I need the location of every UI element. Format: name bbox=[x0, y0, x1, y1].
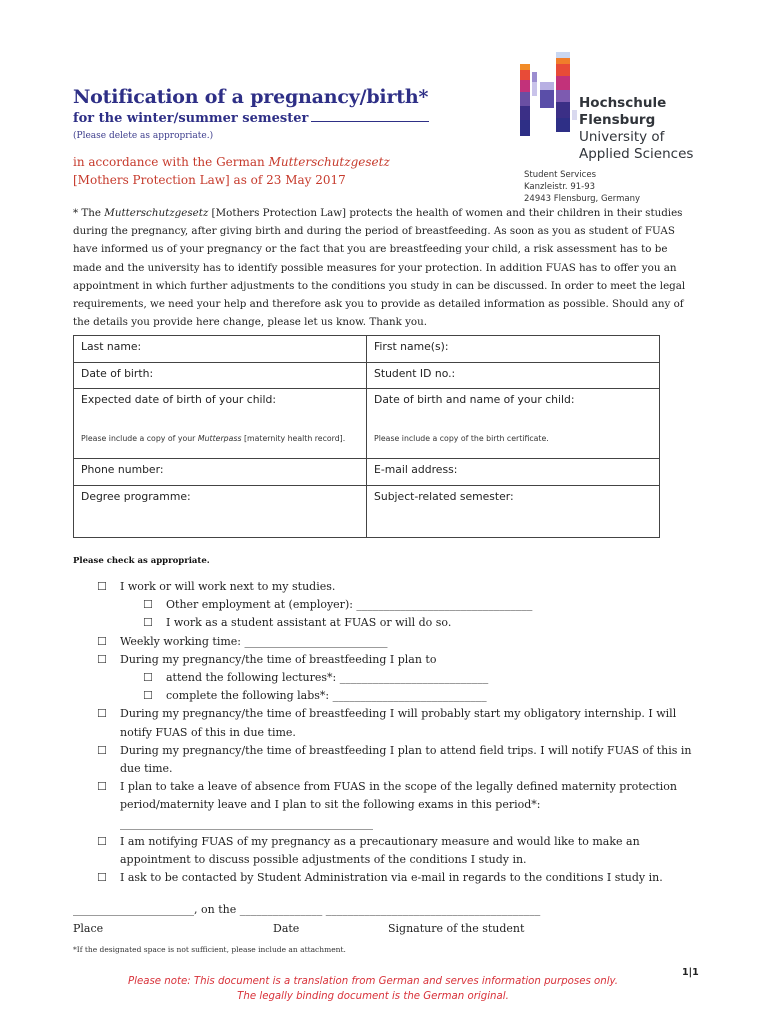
checkbox-label: Other employment at (employer): ________________________________ bbox=[166, 598, 533, 612]
checkbox-item[interactable] bbox=[97, 869, 697, 887]
checklist bbox=[97, 578, 697, 887]
intro-paragraph bbox=[73, 204, 698, 331]
checkbox-icon[interactable]: ☐ bbox=[143, 598, 153, 612]
birth-certificate-note: Please include a copy of the birth certificate. bbox=[374, 434, 549, 443]
checkbox-item[interactable] bbox=[97, 633, 697, 651]
checkbox-label: During my pregnancy/the time of breastfeeding I will probably start my obligatory internship. I will notify FUAS of this in due time. bbox=[120, 707, 677, 739]
checkbox-label: complete the following labs*: ____________________________ bbox=[166, 689, 487, 703]
checkbox-icon[interactable]: ☐ bbox=[97, 871, 107, 885]
checkbox-icon[interactable]: ☐ bbox=[143, 671, 153, 685]
checkbox-label: Weekly working time: __________________________ bbox=[120, 634, 388, 648]
last-name-label: Last name: bbox=[81, 340, 142, 353]
last-name-field[interactable] bbox=[74, 336, 367, 363]
disclaimer-line-1: Please note: This document is a translation from German and serves information purposes only. bbox=[127, 976, 619, 987]
checkbox-icon[interactable]: ☐ bbox=[143, 616, 153, 630]
email-field[interactable] bbox=[367, 459, 660, 486]
date-of-birth-label: Date of birth: bbox=[81, 367, 154, 380]
checkbox-label: attend the following lectures*: ___________________________ bbox=[166, 671, 489, 685]
mutterpass-note-c: [maternity health record]. bbox=[241, 434, 346, 443]
semester-label: Subject-related semester: bbox=[374, 490, 514, 503]
checklist-heading: Please check as appropriate. bbox=[73, 556, 210, 566]
address-block bbox=[524, 169, 640, 205]
semester-field[interactable] bbox=[367, 486, 660, 538]
checkbox-item[interactable] bbox=[97, 614, 697, 632]
date-of-birth-field[interactable] bbox=[74, 363, 367, 389]
logo-line-4: Applied Sciences bbox=[579, 146, 694, 162]
checkbox-item[interactable] bbox=[97, 669, 697, 687]
checkbox-label: I am notifying FUAS of my pregnancy as a precautionary measure and would like to make an appointment to discuss possible adjustments of the conditions I study in. bbox=[120, 834, 640, 867]
checkbox-item[interactable] bbox=[97, 742, 697, 778]
first-name-field[interactable] bbox=[367, 336, 660, 363]
checkbox-icon[interactable]: ☐ bbox=[97, 743, 107, 757]
logo-line-2: Flensburg bbox=[579, 112, 656, 128]
place-label: Place bbox=[73, 922, 104, 935]
university-logo bbox=[516, 52, 586, 140]
document-subtitle bbox=[73, 111, 429, 126]
email-label: E-mail address: bbox=[374, 463, 458, 476]
checkbox-icon[interactable]: ☐ bbox=[97, 780, 107, 794]
date-label: Date bbox=[273, 922, 300, 935]
personal-details-table bbox=[73, 335, 660, 538]
signature-label: Signature of the student bbox=[388, 922, 525, 935]
checkbox-icon[interactable]: ☐ bbox=[97, 707, 107, 721]
subtitle-text: for the winter/summer semester bbox=[73, 111, 309, 126]
checkbox-label: During my pregnancy/the time of breastfeeding I plan to attend field trips. I will notify FUAS of this in due time. bbox=[120, 743, 692, 776]
checkbox-label: I work as a student assistant at FUAS or will do so. bbox=[166, 616, 452, 630]
disclaimer-line-2: The legally binding document is the German original. bbox=[237, 991, 509, 1002]
expected-birth-field[interactable] bbox=[74, 389, 367, 459]
checkbox-icon[interactable]: ☐ bbox=[97, 834, 107, 848]
checkbox-item[interactable] bbox=[97, 578, 697, 596]
checkbox-icon[interactable]: ☐ bbox=[143, 689, 153, 703]
child-birth-label: Date of birth and name of your child: bbox=[374, 393, 575, 406]
checkbox-icon[interactable]: ☐ bbox=[97, 634, 107, 648]
legal-basis-text: in accordance with the German bbox=[73, 155, 269, 169]
checkbox-item[interactable] bbox=[97, 833, 697, 869]
mutterpass-note bbox=[81, 434, 359, 443]
phone-label: Phone number: bbox=[81, 463, 164, 476]
footnote: *If the designated space is not sufficient, please include an attachment. bbox=[73, 945, 346, 954]
page-number: 1|1 bbox=[682, 967, 699, 978]
legal-basis-law: Mutterschutzgesetz bbox=[268, 155, 390, 169]
logo-line-1: Hochschule bbox=[579, 95, 667, 111]
exams-blank-line[interactable]: ______________________________________________ bbox=[120, 816, 373, 830]
semester-blank-line bbox=[311, 111, 429, 122]
first-name-label: First name(s): bbox=[374, 340, 449, 353]
signature-line[interactable]: ______________________, on the _______________ _______________________________________ bbox=[73, 903, 541, 916]
address-line-1: Student Services bbox=[524, 170, 597, 180]
intro-text-b: [Mothers Protection Law] protects the health of women and their children in their studies during the pregnancy, after giving birth and during the period of breastfeeding. As soon as you as student of FUAS have informed us of your pregnancy or the fact that you are breastfeeding your child, a risk assessment has to be made and the university has to identify possible measures for your protection. In addition FUAS has to offer you an appointment in which further adjustments to the conditions you study in can be discussed. In order to meet the legal requirements, we need your help and therefore ask you to provide as detailed information as possible. Should any of the details you provide here change, please let us know. Thank you. bbox=[73, 207, 686, 329]
mutterpass-note-a: Please include a copy of your bbox=[81, 434, 198, 443]
checkbox-item[interactable] bbox=[97, 778, 697, 833]
delete-note: (Please delete as appropriate.) bbox=[73, 131, 214, 141]
legal-basis bbox=[73, 153, 390, 189]
expected-birth-label: Expected date of birth of your child: bbox=[81, 393, 277, 406]
checkbox-icon[interactable]: ☐ bbox=[97, 580, 107, 593]
checkbox-label: During my pregnancy/the time of breastfeeding I plan to bbox=[120, 652, 437, 666]
checkbox-label: I work or will work next to my studies. bbox=[120, 580, 336, 593]
checkbox-item[interactable] bbox=[97, 705, 697, 741]
checkbox-item[interactable] bbox=[97, 687, 697, 705]
legal-basis-line2: [Mothers Protection Law] as of 23 May 2017 bbox=[73, 173, 346, 187]
phone-field[interactable] bbox=[74, 459, 367, 486]
document-title: Notification of a pregnancy/birth* bbox=[73, 86, 429, 108]
translation-disclaimer bbox=[73, 974, 673, 1004]
mutterpass-note-b: Mutterpass bbox=[197, 434, 242, 443]
degree-programme-label: Degree programme: bbox=[81, 490, 191, 503]
intro-text-a: * The bbox=[73, 207, 105, 219]
checkbox-item[interactable] bbox=[97, 651, 697, 669]
address-line-3: 24943 Flensburg, Germany bbox=[524, 194, 641, 204]
checkbox-label: I plan to take a leave of absence from FUAS in the scope of the legally defined maternity protection period/maternity leave and I plan to sit the following exams in this period*: bbox=[120, 780, 677, 812]
student-id-field[interactable] bbox=[367, 363, 660, 389]
checkbox-item[interactable] bbox=[97, 596, 697, 614]
intro-law-name: Mutterschutzgesetz bbox=[104, 207, 209, 219]
university-name bbox=[579, 95, 693, 163]
logo-line-3: University of bbox=[579, 129, 665, 145]
checkbox-icon[interactable]: ☐ bbox=[97, 652, 107, 666]
address-line-2: Kanzleistr. 91-93 bbox=[524, 182, 596, 192]
checkbox-label: I ask to be contacted by Student Administration via e-mail in regards to the conditions I study in. bbox=[120, 871, 663, 885]
child-birth-field[interactable] bbox=[367, 389, 660, 459]
student-id-label: Student ID no.: bbox=[374, 367, 456, 380]
degree-programme-field[interactable] bbox=[74, 486, 367, 538]
